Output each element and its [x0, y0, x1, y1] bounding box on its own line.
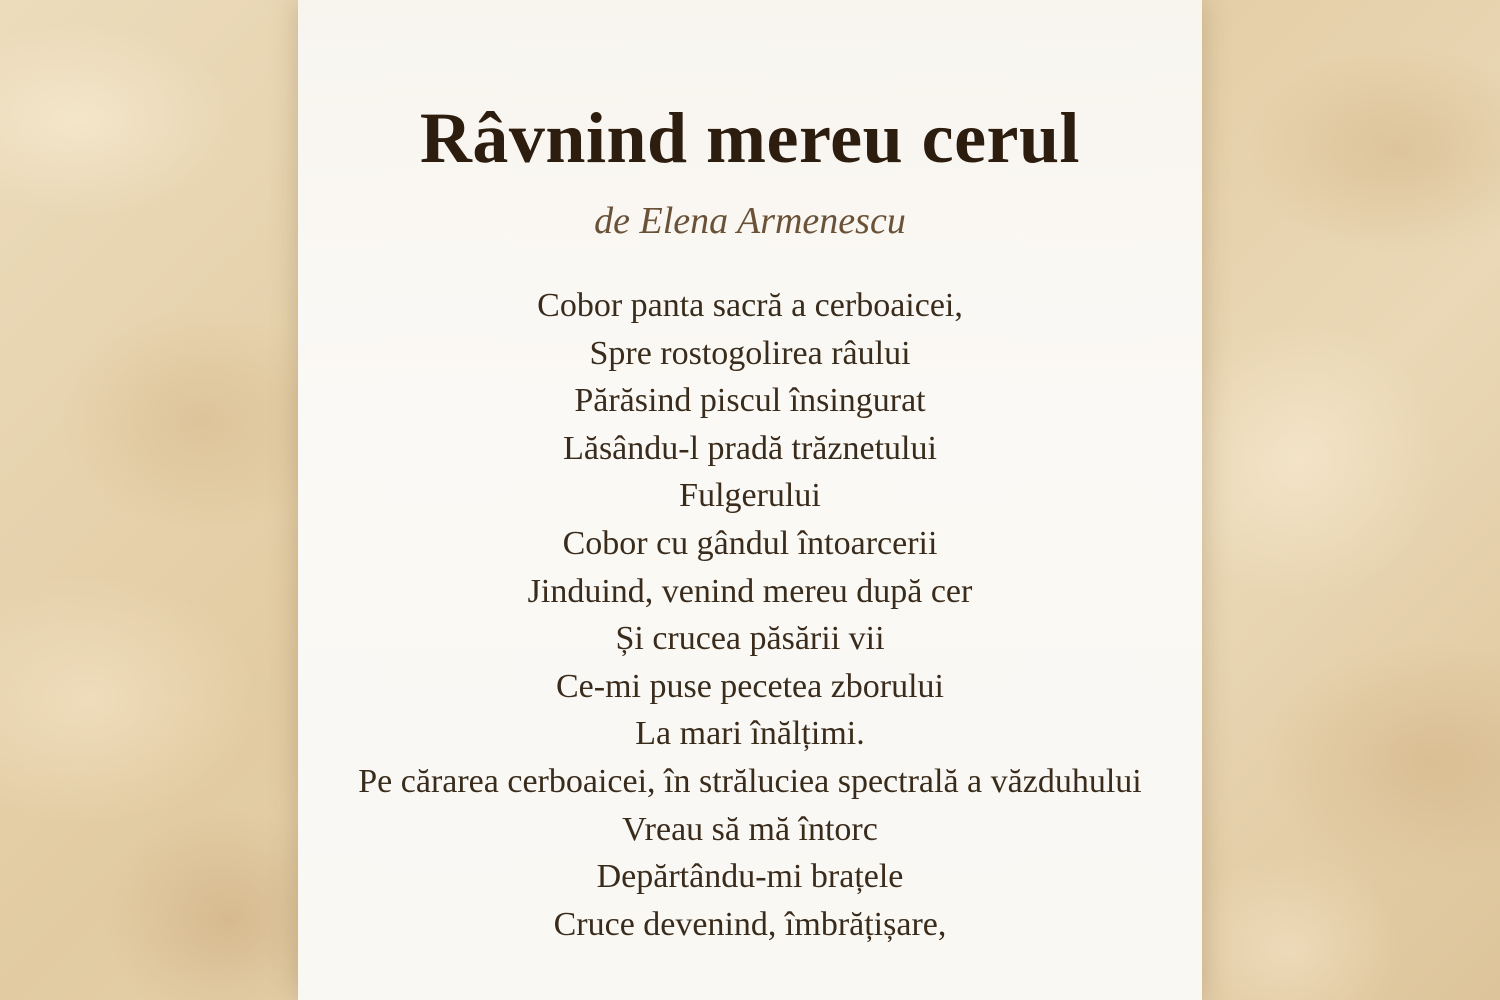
poem-line: Cruce devenind, îmbrățișare, — [553, 905, 947, 943]
poem-line: Pe cărarea cerboaicei, în străluciea spectrală a văzduhului — [358, 762, 1142, 800]
poem-line: Ce-mi puse pecetea zborului — [555, 667, 944, 705]
poem-line: Părăsind piscul însingurat — [574, 382, 926, 420]
poem-line: Lăsându-l pradă trăznetului — [563, 429, 937, 467]
poem-line: La mari înălțimi. — [635, 715, 865, 753]
poem-line: Fulgerului — [679, 477, 821, 515]
poem-line: Vreau să mă întorc — [622, 810, 878, 848]
poem-line: Cobor cu gândul întoarcerii — [562, 524, 938, 562]
poem-title: Râvnind mereu cerul — [419, 98, 1081, 178]
poem-author: de Elena Armenescu — [594, 200, 906, 242]
poem-line: Spre rostogolirea râului — [589, 334, 911, 372]
poem-line: Cobor panta sacră a cerboaicei, — [537, 287, 963, 324]
poem-body — [298, 282, 1202, 948]
poem-line: Jinduind, venind mereu după cer — [527, 572, 973, 610]
poem-line: Și crucea păsării vii — [615, 620, 885, 658]
poem-line: Depărtându-mi brațele — [596, 858, 904, 896]
poem-page — [298, 0, 1202, 1000]
